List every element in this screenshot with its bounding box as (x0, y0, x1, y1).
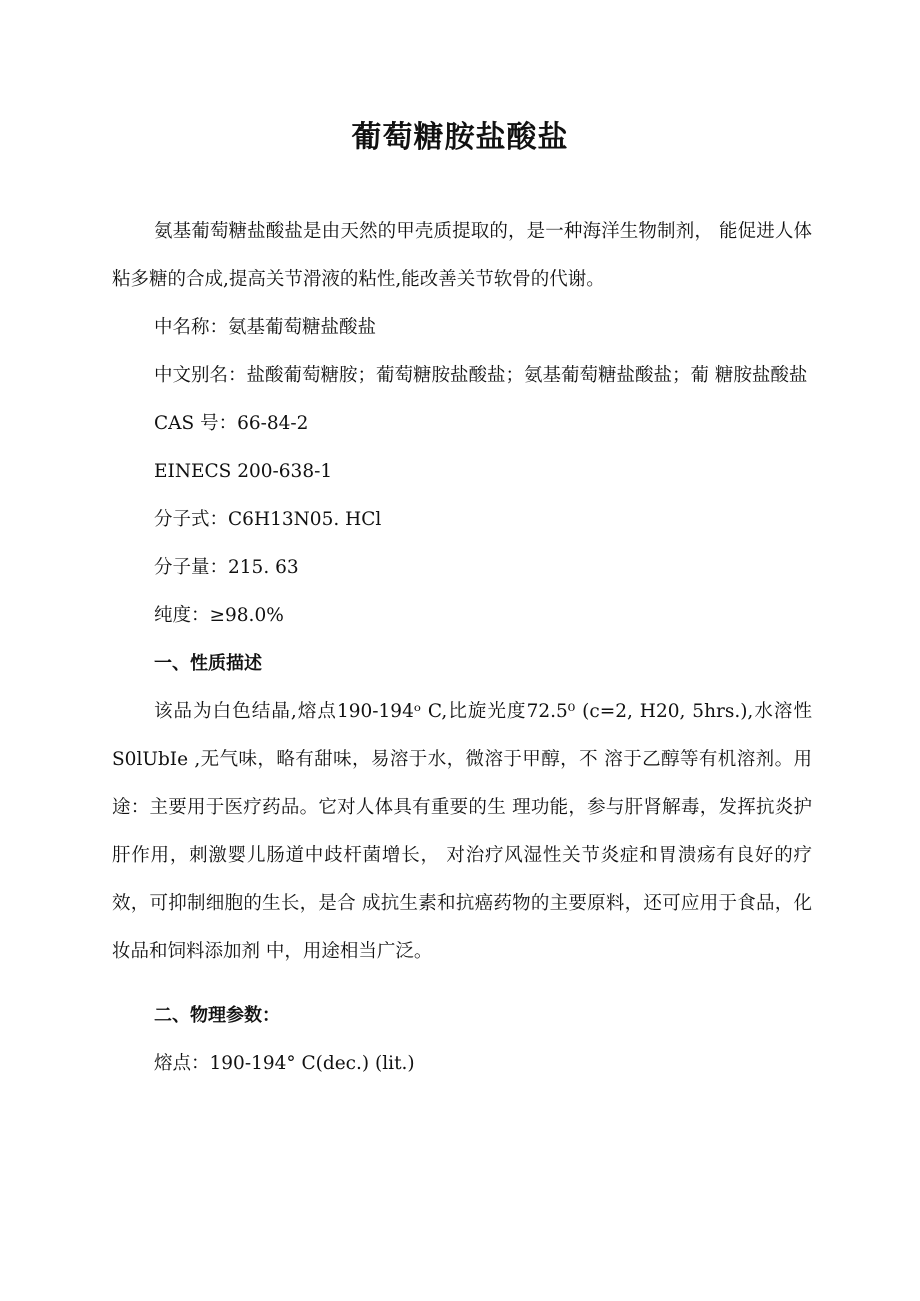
field-label: 分子量： (154, 557, 229, 578)
field-einecs (112, 448, 812, 496)
field-value: 215. 63 (228, 557, 299, 578)
section-heading-physical: 二、物理参数： (154, 1005, 280, 1026)
field-cn-alias (112, 352, 812, 400)
document-title: 葡萄糖胺盐酸盐 (351, 120, 569, 155)
field-label: 分子式： (154, 509, 229, 530)
field-value: 盐酸葡萄糖胺；葡萄糖胺盐酸盐；氨基葡萄糖盐酸盐；葡 糖胺盐酸盐 (246, 365, 808, 386)
field-value: 66-84-2 (237, 413, 309, 434)
field-label: 纯度： (154, 605, 210, 626)
field-label: CAS 号： (154, 413, 238, 434)
field-purity (112, 592, 812, 640)
field-label: 中名称： (154, 317, 229, 338)
section-heading-properties: 一、性质描述 (154, 653, 262, 674)
field-melting-point (112, 1040, 812, 1088)
properties-paragraph: 该品为白色结晶,熔点190-194ᵒ C,比旋光度72.5⁰ (c=2, H20, 5hrs.),水溶性S0lUbIe ,无气味，略有甜味，易溶于水，微溶于甲醇，不 溶于乙醇等有机溶剂。用途：主要用于医疗药品。它对人体具有重要的生 理功能，参与肝肾解毒，发挥抗炎护肝作用，刺激婴儿肠道中歧杆菌增长， 对治疗风湿性关节炎症和胃溃疡有良好的疗效，可抑制细胞的生长，是合 成抗生素和抗癌药物的主要原料，还可应用于食品，化妆品和饲料添加剂 中，用途相当广泛。 (112, 701, 812, 962)
field-label: EINECS (154, 461, 238, 482)
field-label: 熔点： (154, 1053, 210, 1074)
field-cas (112, 400, 812, 448)
field-formula (112, 496, 812, 544)
field-value: ≥98.0% (209, 605, 284, 626)
field-value: 200-638-1 (237, 461, 333, 482)
field-value: C6H13N05. HCl (228, 509, 382, 530)
intro-paragraph: 氨基葡萄糖盐酸盐是由天然的甲壳质提取的，是一种海洋生物制剂， 能促进人体粘多糖的合成,提高关节滑液的粘性,能改善关节软骨的代谢。 (112, 221, 812, 290)
section-spacer (112, 976, 812, 992)
document-body (112, 208, 812, 1088)
field-weight (112, 544, 812, 592)
field-value: 190-194° C(dec.) (lit.) (209, 1053, 415, 1074)
field-label: 中文别名： (154, 365, 247, 386)
field-value: 氨基葡萄糖盐酸盐 (228, 317, 377, 338)
field-cn-name (112, 304, 812, 352)
